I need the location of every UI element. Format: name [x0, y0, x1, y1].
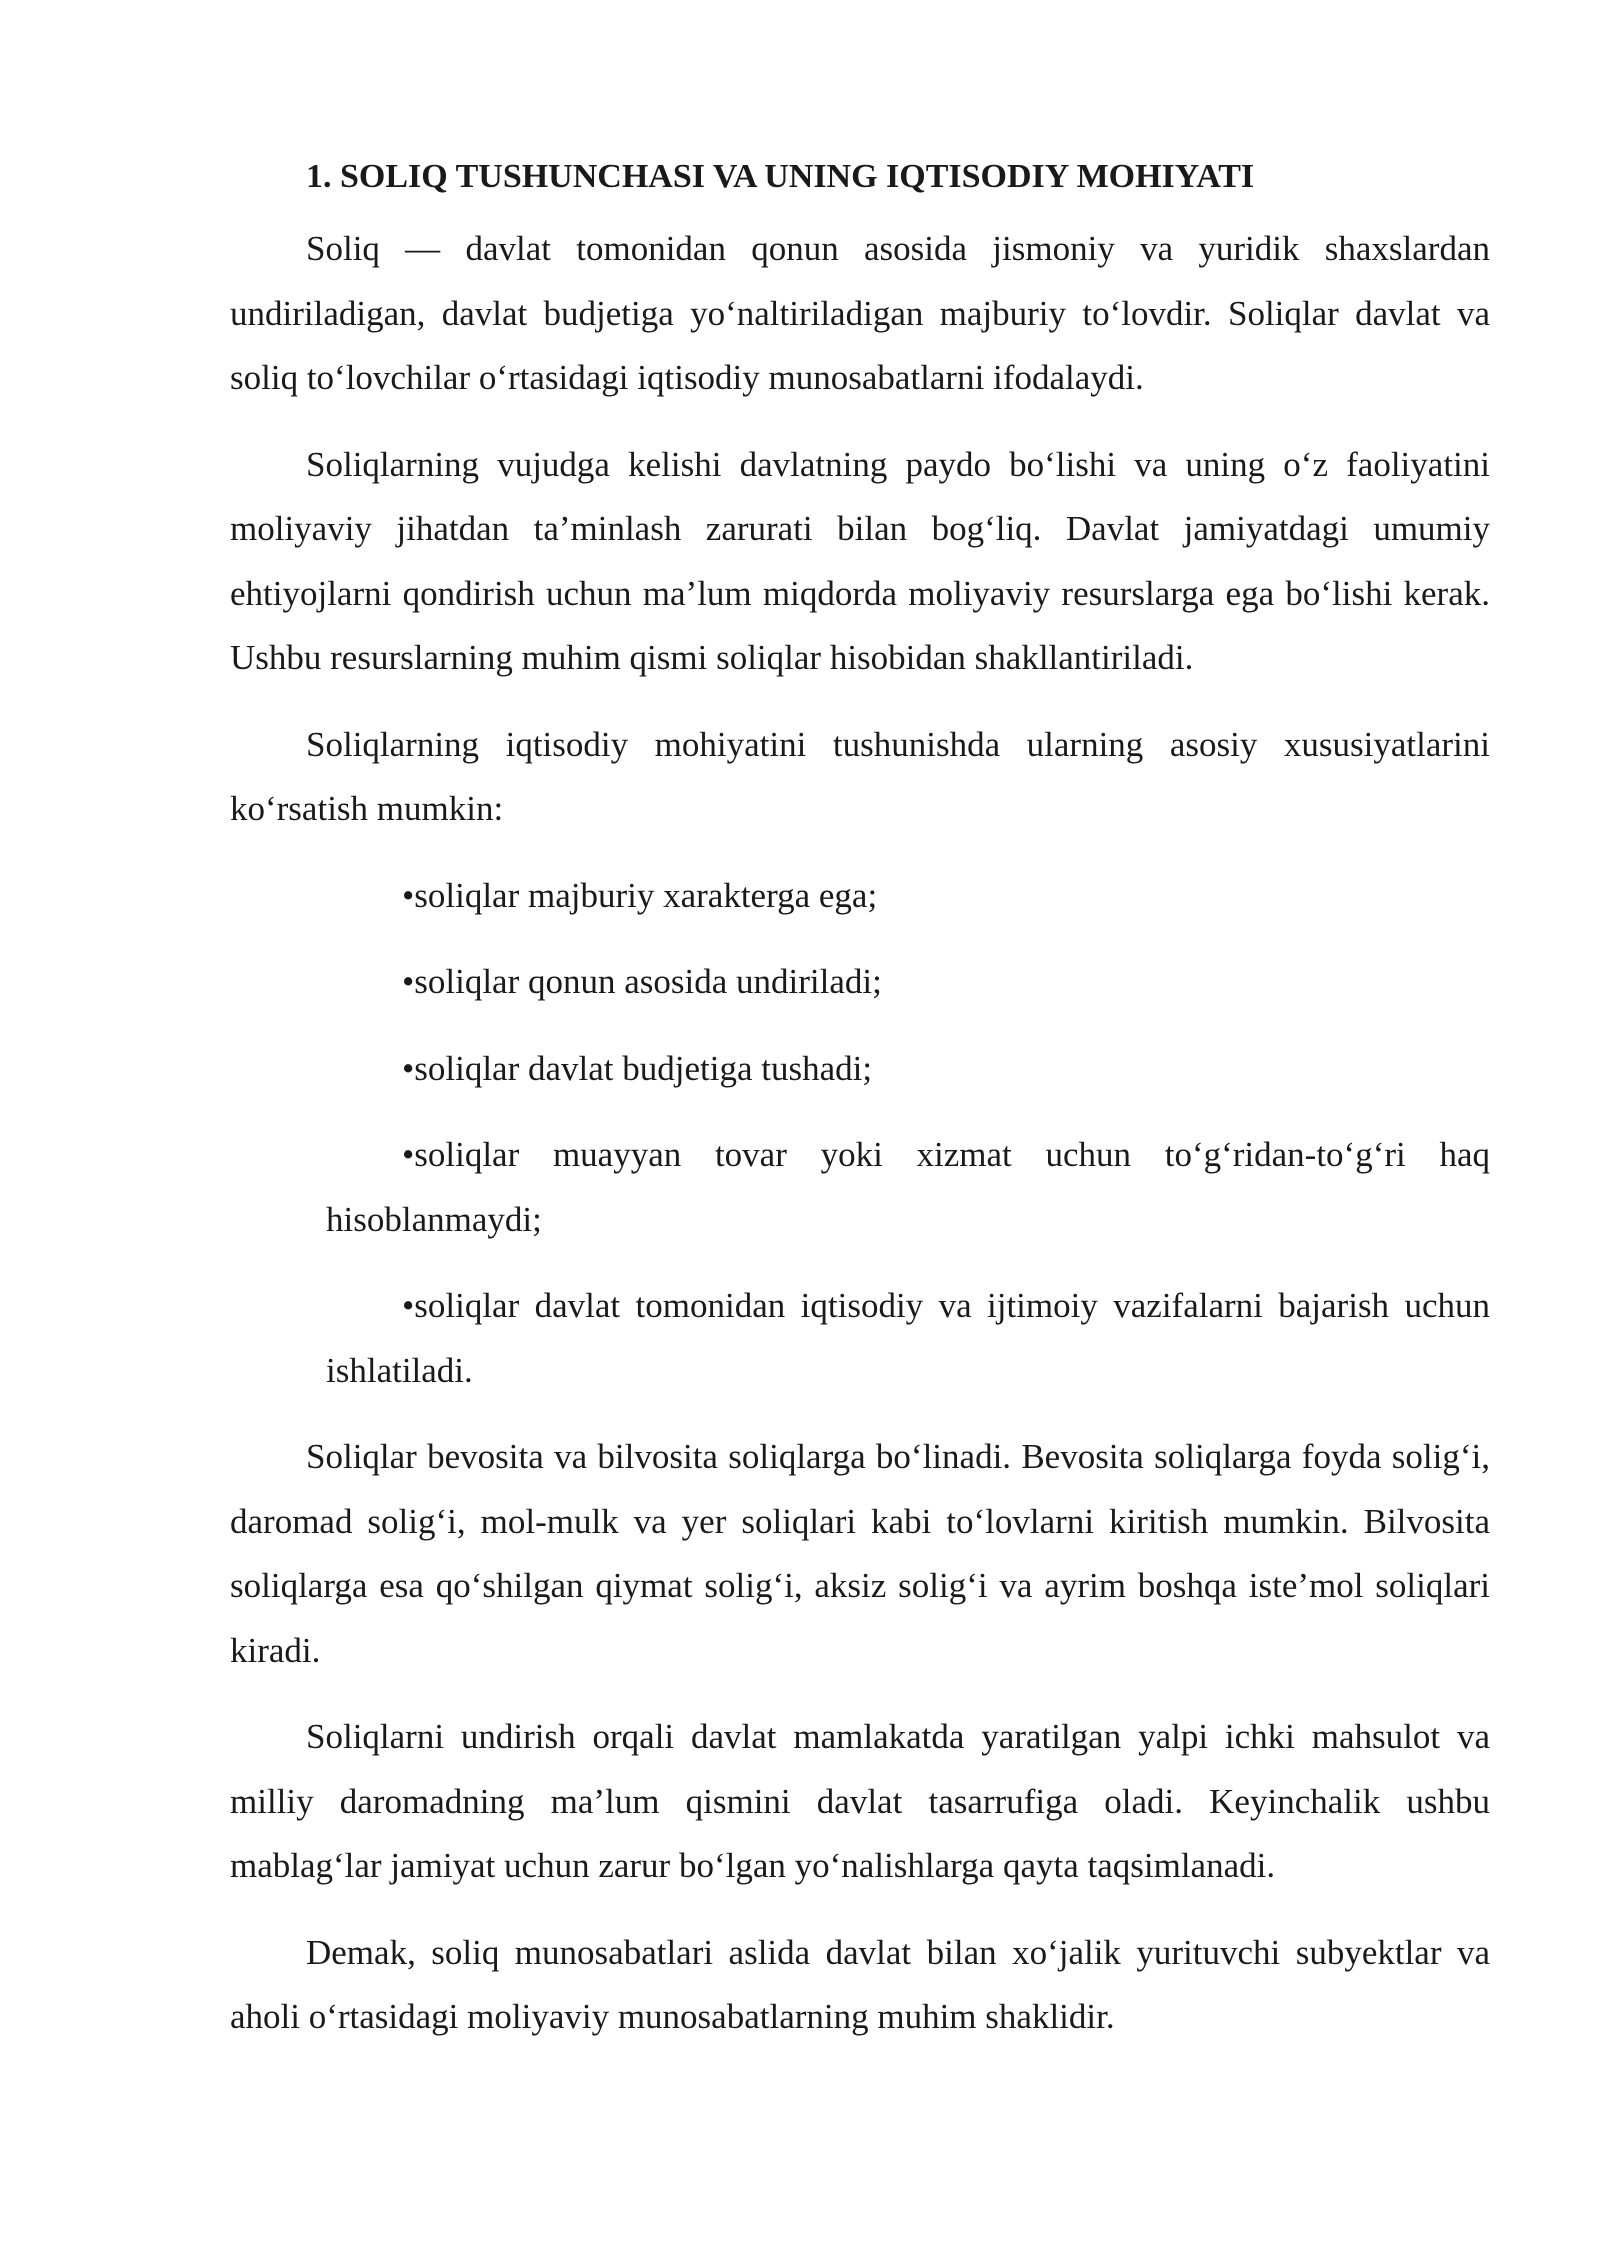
page-content	[230, 145, 1490, 2072]
paragraph-tax-types: Soliqlar bevosita va bilvosita soliqlarga bo‘linadi. Bevosita soliqlarga foyda solig‘i, daromad solig‘i, mol-mulk va yer soliqlari kabi to‘lovlarni kiritish mumkin. Bilvosita soliqlarga esa qo‘shilgan qiymat solig‘i, aksiz solig‘i va ayrim boshqa iste’mol soliqlari kiradi.	[230, 1437, 1490, 1670]
list-item-text: soliqlar majburiy xarakterga ega;	[414, 875, 878, 915]
paragraph-conclusion: Demak, soliq munosabatlari aslida davlat bilan xo‘jalik yurituvchi subyektlar va aholi o‘rtasidagi moliyaviy munosabatlarning muhim shaklidir.	[230, 1932, 1490, 2036]
paragraph-redistribution: Soliqlarni undirish orqali davlat mamlakatda yaratilgan yalpi ichki mahsulot va milliy daromadning ma’lum qismini davlat tasarrufiga oladi. Keyinchalik ushbu mablag‘lar jamiyat uchun zarur bo‘lgan yo‘nalishlarga qayta taqsimlanadi.	[230, 1717, 1490, 1885]
paragraph-definition: Soliq — davlat tomonidan qonun asosida jismoniy va yuridik shaxslardan undiriladigan, davlat budjetiga yo‘naltiriladigan majburiy to‘lovdir. Soliqlar davlat va soliq to‘lovchilar o‘rtasidagi iqtisodiy munosabatlarni ifodalaydi.	[230, 229, 1490, 397]
paragraph-origin: Soliqlarning vujudga kelishi davlatning paydo bo‘lishi va uning o‘z faoliyatini moliyaviy jihatdan ta’minlash zarurati bilan bog‘liq. Davlat jamiyatdagi umumiy ehtiyojlarni qondirish uchun ma’lum miqdorda moliyaviy resurslarga ega bo‘lishi kerak. Ushbu resurslarning muhim qismi soliqlar hisobidan shakllantiriladi.	[230, 444, 1490, 677]
features-list	[230, 864, 1490, 1404]
list-item-text: soliqlar davlat budjetiga tushadi;	[414, 1048, 873, 1088]
bullet-icon: •	[402, 1048, 415, 1088]
section-heading: 1. SOLIQ TUSHUNCHASI VA UNING IQTISODIY MOHIYATI	[306, 158, 1255, 195]
bullet-icon: •	[402, 875, 415, 915]
list-item	[326, 950, 1490, 1015]
list-item-text: soliqlar muayyan tovar yoki xizmat uchun to‘g‘ridan-to‘g‘ri haq hisoblanmaydi;	[326, 1135, 1490, 1239]
list-item	[326, 1274, 1490, 1403]
paragraph-features-intro: Soliqlarning iqtisodiy mohiyatini tushunishda ularning asosiy xususiyatlarini ko‘rsatish mumkin:	[230, 724, 1490, 828]
bullet-icon: •	[402, 1286, 415, 1325]
bullet-icon: •	[402, 962, 415, 1001]
bullet-icon: •	[402, 1135, 415, 1174]
list-item-text: soliqlar davlat tomonidan iqtisodiy va ijtimoiy vazifalarni bajarish uchun ishlatiladi.	[326, 1286, 1490, 1390]
list-item	[326, 1123, 1490, 1252]
list-item	[326, 1037, 1490, 1102]
list-item-text: soliqlar qonun asosida undiriladi;	[414, 962, 882, 1001]
list-item	[326, 864, 1490, 929]
